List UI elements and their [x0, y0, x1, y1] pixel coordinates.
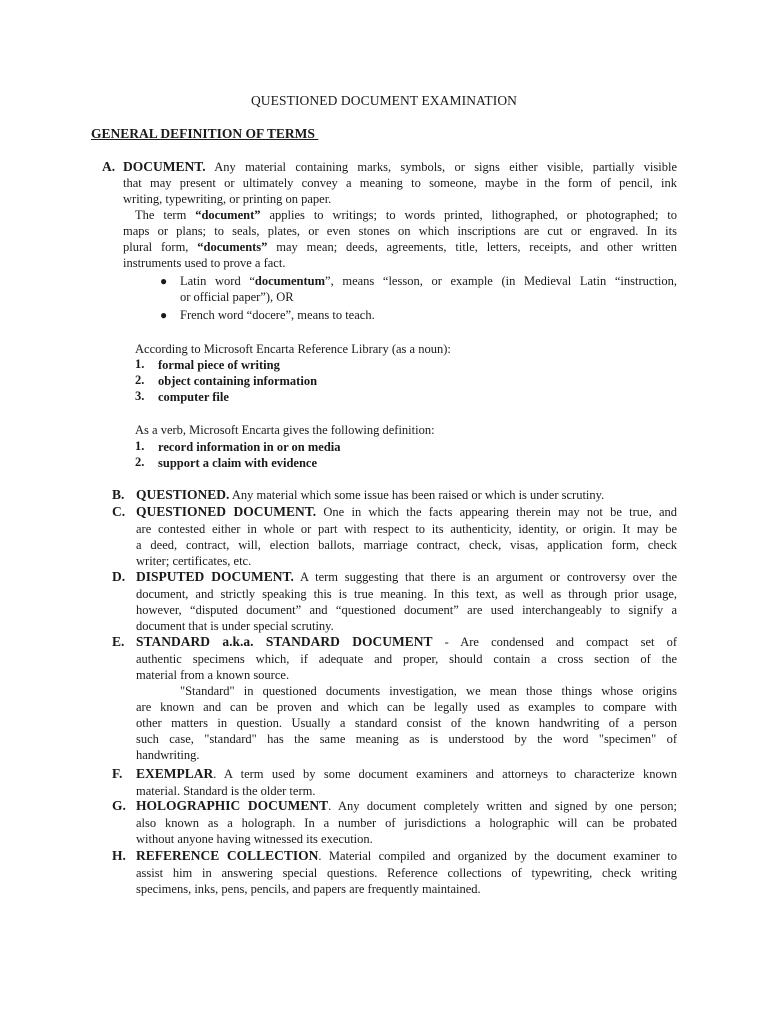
verb-item-1: record information in or on media: [158, 440, 341, 454]
list-number: 1.: [135, 439, 145, 453]
item-letter-c: C.: [112, 504, 126, 519]
item-letter-f: F.: [112, 766, 123, 781]
item-a-p2-line-2: maps or plans; to seals, plates, or even stones on which inscriptions are cut or engraved. In its: [123, 224, 677, 238]
item-a-p2-line-1: The term “document” applies to writings; to words printed, lithographed, or photographed; to: [135, 208, 677, 222]
item-d-line-3: however, “disputed document” and “questioned document” are used interchangeably to signify a: [136, 603, 677, 617]
item-e-line-2: authentic specimens which, if adequate and proper, should contain a cross section of the: [136, 652, 677, 666]
bullet-latin-line-2: or official paper”), OR: [180, 290, 294, 304]
section-heading: GENERAL DEFINITION OF TERMS: [91, 126, 319, 141]
item-a-line-2: that may present or ultimately convey a meaning to someone, maybe in the form of pencil, ink: [123, 176, 677, 190]
item-e-line-7: such case, "standard" has the same meaning as is understood by the word "specimen" of: [136, 732, 677, 746]
bullet-french: French word “docere”, means to teach.: [180, 308, 375, 322]
item-a-line-1: DOCUMENT. Any material containing marks, symbols, or signs either visible, partially visible: [123, 159, 677, 174]
item-c-line-2: are contested either in whole or part with respect to its authenticity, identity, or origin. It may be: [136, 522, 677, 536]
item-e-line-6: other matters in question. Usually a standard consist of the known handwriting of a person: [136, 716, 677, 730]
item-h-line-1: REFERENCE COLLECTION. Material compiled and organized by the document examiner to: [136, 848, 677, 863]
list-number: 2.: [135, 373, 145, 387]
item-letter-a: A.: [102, 159, 116, 174]
bullet-latin-line-1: Latin word “documentum”, means “lesson, or example (in Medieval Latin “instruction,: [180, 274, 677, 288]
item-letter-h: H.: [112, 848, 126, 863]
item-letter-b: B.: [112, 487, 125, 502]
item-b-line-1: QUESTIONED. Any material which some issue has been raised or which is under scrutiny.: [136, 487, 605, 502]
item-f-line-2: material. Standard is the older term.: [136, 784, 316, 798]
encarta-verb-intro: As a verb, Microsoft Encarta gives the following definition:: [135, 423, 435, 437]
encarta-noun-intro: According to Microsoft Encarta Reference Library (as a noun):: [135, 342, 451, 356]
item-d-line-1: DISPUTED DOCUMENT. A term suggesting that there is an argument or controversy over the: [136, 569, 678, 584]
item-a-p2-line-4: instruments used to prove a fact.: [123, 256, 286, 270]
item-letter-d: D.: [112, 569, 126, 584]
item-g-line-1: HOLOGRAPHIC DOCUMENT. Any document completely written and signed by one person;: [136, 798, 677, 813]
item-d-line-2: document, and strictly speaking this is true meaning. In this text, as well as through prior usage,: [136, 587, 677, 601]
item-a-line-3: writing, typewriting, or printing on paper.: [123, 192, 332, 206]
item-e-line-4: "Standard" in questioned documents investigation, we mean those things whose origins: [180, 684, 677, 698]
item-c-line-4: writer; certificates, etc.: [136, 554, 252, 568]
item-e-line-3: material from a known source.: [136, 668, 290, 682]
noun-item-1: formal piece of writing: [158, 358, 280, 372]
item-a-p2-line-3: plural form, “documents” may mean; deeds, agreements, title, letters, receipts, and other written: [123, 240, 677, 254]
term-document: DOCUMENT.: [123, 159, 206, 174]
item-f-line-1: EXEMPLAR. A term used by some document examiners and attorneys to characterize known: [136, 766, 677, 781]
item-g-line-2: also known as a holograph. In a number of jurisdictions a holographic will can be probated: [136, 816, 677, 830]
list-number: 2.: [135, 455, 145, 469]
noun-item-3: computer file: [158, 390, 229, 404]
item-g-line-3: without anyone having witnessed its execution.: [136, 832, 373, 846]
item-letter-g: G.: [112, 798, 126, 813]
item-e-line-1: STANDARD a.k.a. STANDARD DOCUMENT - Are condensed and compact set of: [136, 634, 678, 649]
list-number: 3.: [135, 389, 145, 403]
item-e-line-5: are known and can be proven and which can be legally used as examples to compare with: [136, 700, 677, 714]
verb-item-2: support a claim with evidence: [158, 456, 318, 470]
item-c-line-3: a deed, contract, will, election ballots, marriage contract, check, visas, application form, check: [136, 538, 677, 552]
document-title: QUESTIONED DOCUMENT EXAMINATION: [250, 93, 518, 108]
item-e-line-8: handwriting.: [136, 748, 200, 762]
bullet-icon: ●: [160, 308, 168, 322]
item-h-line-2: assist him in answering special questions. Reference collections of typewriting, check writing: [136, 866, 677, 880]
item-c-line-1: QUESTIONED DOCUMENT. One in which the facts appearing therein may not be true, and: [136, 504, 677, 519]
bullet-icon: ●: [160, 274, 168, 288]
item-letter-e: E.: [112, 634, 125, 649]
list-number: 1.: [135, 357, 145, 371]
item-h-line-3: specimens, inks, pens, pencils, and papers are frequently maintained.: [136, 882, 481, 896]
noun-item-2: object containing information: [158, 374, 318, 388]
item-d-line-4: document that is under special scrutiny.: [136, 619, 334, 633]
